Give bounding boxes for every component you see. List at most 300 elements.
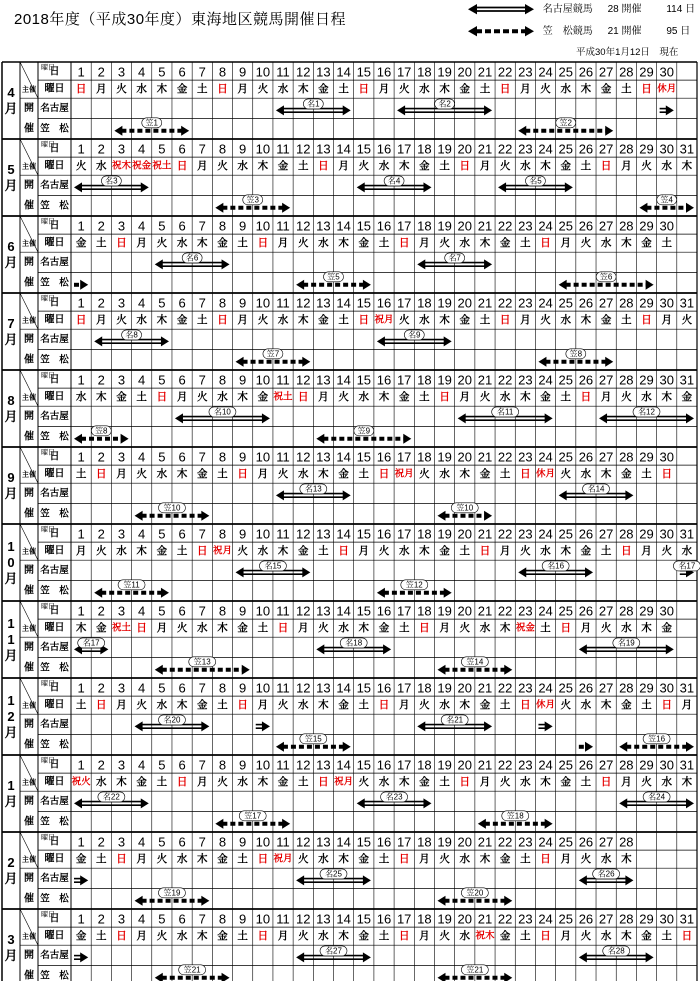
- organizer-label: 主催: [22, 779, 36, 787]
- kasamatsu-arrow-head: [504, 665, 512, 675]
- kasamatsu-meet-label: 笠13: [193, 657, 211, 667]
- weekday-cell: 木: [156, 314, 168, 327]
- day-label: 日: [49, 759, 60, 771]
- kasamatsu-meet-label: 笠18: [506, 811, 524, 821]
- day-number: 29: [639, 141, 654, 157]
- day-number: 7: [198, 295, 206, 311]
- organizer-label: 主催: [22, 933, 36, 941]
- weekday-cell: 日: [439, 391, 450, 404]
- nagoya-meet-label: 名13: [304, 484, 322, 494]
- day-number: 23: [518, 680, 533, 696]
- day-number: 14: [336, 449, 351, 465]
- day-number: 3: [117, 603, 126, 619]
- kasamatsu-meet-label: 笠14: [466, 657, 484, 667]
- day-number: 31: [679, 372, 695, 388]
- day-number: 8: [218, 526, 227, 542]
- day-number: 11: [276, 603, 290, 619]
- weekday-cell: 月: [419, 853, 430, 866]
- weekday-cell: 木: [75, 622, 87, 635]
- weekday-cell: 月: [641, 545, 652, 558]
- day-number: 27: [598, 449, 614, 465]
- day-number: 17: [396, 680, 412, 696]
- day-number: 22: [497, 141, 513, 157]
- kasamatsu-arrow-head: [545, 819, 553, 829]
- nagoya-meet-label: 名10: [213, 407, 231, 417]
- weekday-cell: 木: [338, 930, 349, 943]
- weekday-cell: 木: [560, 545, 571, 558]
- kasamatsu-meet-label: 笠9: [357, 426, 371, 436]
- weekday-cell: 土: [499, 699, 511, 712]
- day-number: 16: [376, 526, 392, 542]
- weekday-cell: 土: [378, 237, 390, 250]
- weekday-cell: 火: [439, 237, 450, 250]
- day-number: 10: [255, 218, 271, 234]
- organizer-label: 主催: [22, 856, 36, 864]
- weekday-cell: 月: [197, 776, 208, 789]
- day-number: 26: [578, 680, 594, 696]
- nagoya-meet-label: 名23: [385, 792, 403, 802]
- nagoya-arrow-head: [484, 721, 492, 731]
- weekday-cell: 金: [479, 468, 491, 481]
- kasamatsu-arrow-head: [437, 511, 445, 521]
- kasamatsu-arrow-head: [80, 280, 88, 290]
- day-number: 15: [356, 680, 372, 696]
- open-label: 開: [24, 102, 34, 114]
- day-number: 16: [376, 218, 392, 234]
- nagoya-label: 名古屋: [40, 949, 69, 961]
- day-number: 24: [538, 372, 553, 388]
- day-number: 12: [295, 141, 311, 157]
- day-label: 日: [49, 374, 60, 386]
- weekday-cell: 日: [116, 237, 127, 250]
- open-label: 開: [24, 641, 34, 653]
- weekday-cell: 月: [439, 622, 450, 635]
- weekday-cell: 金: [75, 853, 87, 866]
- day-number: 4: [138, 911, 146, 927]
- kasamatsu-arrow-head: [646, 280, 654, 290]
- day-number: 8: [218, 449, 227, 465]
- kasamatsu-meet-label: 笠5: [327, 272, 340, 282]
- nagoya-meet-label: 名14: [587, 484, 605, 494]
- day-number: 8: [218, 834, 227, 850]
- day-number: 16: [376, 295, 392, 311]
- weekday-cell: 木: [257, 776, 269, 789]
- nagoya-meet-label: 名22: [102, 792, 120, 802]
- kasamatsu-arrow-head: [276, 742, 284, 752]
- day-number: 23: [518, 834, 533, 850]
- sai-label: 催: [24, 200, 34, 212]
- day-number: 8: [218, 218, 227, 234]
- weekday-cell: 祝金: [515, 622, 535, 634]
- nagoya-arrow-head: [74, 182, 82, 192]
- nagoya-arrow-head: [363, 952, 371, 962]
- weekday-cell: 日: [661, 699, 672, 712]
- weekday-cell: 日: [641, 314, 652, 327]
- weekday-cell: 土: [580, 160, 592, 173]
- weekday-cell: 火: [419, 468, 430, 481]
- weekday-cell: 火: [398, 83, 410, 96]
- weekday-cell: 火: [176, 622, 188, 635]
- kasamatsu-meet-label: 笠11: [123, 580, 140, 590]
- nagoya-meet-label: 名26: [597, 869, 615, 879]
- month-label: 1: [7, 693, 15, 708]
- month-label: 7: [7, 316, 15, 331]
- weekday-cell: 水: [621, 622, 632, 635]
- weekday-cell: 水: [318, 853, 329, 866]
- weekday-cell: 月: [419, 237, 430, 250]
- weekday-cell: 日: [358, 83, 370, 96]
- day-number: 6: [178, 218, 186, 234]
- nagoya-arrow-head: [94, 336, 102, 346]
- nagoya-arrow-head: [397, 105, 405, 115]
- kasamatsu-arrow-head: [302, 357, 310, 367]
- day-number: 27: [598, 603, 614, 619]
- kasamatsu-arrow-head: [161, 588, 169, 598]
- day-number: 29: [639, 911, 654, 927]
- weekday-cell: 金: [277, 776, 289, 789]
- weekday-cell: 月: [277, 930, 289, 943]
- nagoya-arrow-head: [357, 798, 365, 808]
- weekday-cell: 火: [580, 237, 592, 250]
- day-number: 29: [639, 757, 654, 773]
- weekday-cell: 日: [338, 545, 349, 558]
- kasamatsu-arrow-head: [155, 973, 163, 981]
- kasamatsu-meet-label: 笠21: [466, 965, 484, 975]
- kasamatsu-arrow-head: [135, 896, 143, 906]
- organizer-label: 主催: [22, 471, 36, 479]
- weekday-cell: 金: [197, 699, 208, 712]
- nagoya-arrow-head: [302, 567, 310, 577]
- nagoya-arrow-head: [201, 721, 209, 731]
- day-number: 15: [356, 757, 372, 773]
- weekday-cell: 木: [540, 160, 551, 173]
- day-number: 19: [437, 64, 452, 80]
- day-number: 8: [218, 680, 227, 696]
- organizer-label: 主催: [22, 394, 36, 402]
- day-number: 31: [679, 911, 695, 927]
- weekday-cell: 土: [338, 314, 349, 327]
- weekday-cell: 月: [257, 699, 269, 712]
- organizer-label: 主催: [22, 548, 36, 556]
- day-number: 22: [497, 372, 513, 388]
- day-number: 19: [437, 295, 452, 311]
- weekday-cell: 祝月: [394, 468, 414, 480]
- day-number: 17: [396, 449, 412, 465]
- weekday-cell: 金: [257, 391, 269, 404]
- day-number: 4: [138, 64, 146, 80]
- day-number: 26: [578, 526, 594, 542]
- nagoya-meet-label: 名8: [125, 330, 138, 340]
- weekday-cell: 金: [419, 160, 430, 173]
- day-number: 28: [619, 757, 634, 773]
- sai-label: 催: [24, 893, 34, 905]
- kasamatsu-meet-label: 笠4: [660, 195, 673, 205]
- weekday-cell: 休月: [536, 699, 556, 711]
- kasamatsu-arrow-head: [316, 434, 324, 444]
- nagoya-arrow-head: [377, 336, 385, 346]
- weekday-cell: 金: [499, 853, 511, 866]
- day-number: 10: [255, 911, 271, 927]
- weekday-header-label: 曜日: [41, 680, 55, 688]
- kasamatsu-arrow-head: [639, 203, 647, 213]
- weekday-cell: 日: [499, 314, 511, 327]
- day-number: 18: [417, 449, 432, 465]
- weekday-cell: 日: [318, 776, 329, 789]
- day-number: 14: [336, 141, 351, 157]
- weekday-cell: 月: [116, 699, 127, 712]
- weekday-cell: 日: [540, 853, 551, 866]
- month-label: 8: [7, 393, 15, 408]
- day-number: 19: [437, 834, 452, 850]
- day-number: 11: [276, 141, 290, 157]
- weekday-cell: 木: [338, 237, 349, 250]
- kasamatsu-meet-label: 笠21: [183, 965, 201, 975]
- weekday-cell: 木: [338, 853, 349, 866]
- day-number: 5: [158, 834, 166, 850]
- nagoya-arrow-head: [74, 798, 82, 808]
- day-number: 27: [598, 295, 614, 311]
- day-number: 7: [198, 526, 206, 542]
- weekday-cell: 火: [318, 622, 329, 635]
- weekday-cell: 月: [136, 237, 147, 250]
- weekday-cell: 土: [439, 776, 450, 789]
- weekday-cell: 火: [378, 545, 390, 558]
- kasamatsu-arrow-head: [437, 665, 445, 675]
- kasamatsu-label: 笠 松: [40, 277, 69, 289]
- organizer-label: 主催: [22, 625, 36, 633]
- kasamatsu-arrow-head: [686, 203, 694, 213]
- day-number: 4: [138, 295, 146, 311]
- weekday-cell: 木: [318, 699, 329, 712]
- day-number: 16: [376, 141, 392, 157]
- month-label: 2: [7, 855, 15, 870]
- kasamatsu-arrow-head: [242, 665, 250, 675]
- weekday-cell: 土: [338, 83, 349, 96]
- weekday-cell: 土: [479, 83, 491, 96]
- day-number: 9: [239, 449, 247, 465]
- day-number: 13: [316, 218, 331, 234]
- weekday-cell: 金: [580, 545, 592, 558]
- weekday-cell: 木: [96, 391, 107, 404]
- day-number: 5: [158, 64, 166, 80]
- weekday-cell: 木: [197, 930, 208, 943]
- nagoya-arrow-head: [276, 105, 284, 115]
- nagoya-arrow-head: [545, 413, 553, 423]
- day-number: 14: [336, 64, 351, 80]
- day-number: 16: [376, 449, 392, 465]
- day-number: 25: [558, 449, 573, 465]
- weekday-cell: 土: [75, 468, 87, 481]
- weekday-cell: 月: [580, 622, 592, 635]
- weekday-cell: 土: [96, 930, 107, 943]
- day-number: 2: [97, 141, 105, 157]
- day-number: 2: [97, 295, 105, 311]
- day-number: 27: [598, 757, 614, 773]
- kasamatsu-arrow-head: [619, 742, 627, 752]
- day-number: 26: [578, 911, 594, 927]
- weekday-cell: 日: [237, 699, 248, 712]
- weekday-cell: 月: [398, 699, 410, 712]
- weekday-cell: 金: [217, 853, 228, 866]
- weekday-cell: 火: [459, 622, 471, 635]
- kasamatsu-meet-label: 笠2: [559, 118, 572, 128]
- day-number: 4: [138, 603, 146, 619]
- weekday-cell: 金: [156, 545, 168, 558]
- day-number: 14: [336, 603, 351, 619]
- day-number: 9: [239, 603, 247, 619]
- day-number: 9: [239, 218, 247, 234]
- kasamatsu-label: 笠 松: [40, 816, 69, 828]
- day-number: 17: [396, 295, 412, 311]
- day-number: 21: [477, 295, 493, 311]
- weekday-cell: 木: [197, 237, 208, 250]
- day-number: 22: [497, 834, 513, 850]
- day-number: 10: [255, 141, 271, 157]
- day-number: 7: [198, 911, 206, 927]
- day-number: 24: [538, 526, 553, 542]
- day-number: 12: [295, 680, 311, 696]
- weekday-cell: 木: [398, 776, 410, 789]
- weekday-cell: 祝土: [111, 622, 131, 634]
- day-number: 23: [518, 911, 533, 927]
- day-number: 25: [558, 64, 573, 80]
- day-number: 19: [437, 757, 452, 773]
- kasamatsu-arrow-head: [504, 896, 512, 906]
- weekday-cell: 水: [277, 314, 289, 327]
- kasamatsu-meet-label: 笠20: [466, 888, 484, 898]
- weekday-cell: 火: [661, 545, 672, 558]
- sai-label: 催: [24, 431, 34, 443]
- weekday-cell: 木: [621, 853, 632, 866]
- weekday-cell: 日: [378, 468, 390, 481]
- day-number: 3: [117, 372, 126, 388]
- day-number: 2: [97, 449, 105, 465]
- weekday-cell: 金: [358, 237, 370, 250]
- day-number: 11: [276, 64, 290, 80]
- day-number: 22: [497, 64, 513, 80]
- day-number: 23: [518, 141, 533, 157]
- weekday-cell: 火: [398, 314, 410, 327]
- nagoya-arrow-head: [579, 644, 587, 654]
- kasamatsu-arrow-head: [605, 126, 613, 136]
- month-label: 5: [7, 162, 15, 177]
- day-number: 7: [198, 372, 206, 388]
- weekday-cell: 火: [277, 699, 289, 712]
- day-number: 30: [659, 757, 674, 773]
- weekday-cell: 金: [661, 622, 672, 635]
- weekday-cell: 火: [75, 160, 87, 173]
- day-number: 4: [138, 372, 146, 388]
- sai-label: 催: [24, 739, 34, 751]
- month-label: 月: [4, 871, 18, 886]
- day-number: 24: [538, 911, 553, 927]
- day-number: 17: [396, 141, 412, 157]
- weekday-cell: 金: [681, 391, 693, 404]
- weekday-cell: 火: [580, 930, 592, 943]
- weekday-cell: 火: [297, 237, 309, 250]
- organizer-label: 主催: [22, 163, 36, 171]
- open-label: 開: [24, 179, 34, 191]
- day-number: 11: [276, 834, 290, 850]
- weekday-cell: 火: [257, 83, 269, 96]
- kasamatsu-arrow-head: [686, 742, 694, 752]
- nagoya-arrow-head: [417, 259, 425, 269]
- nagoya-meet-label: 名24: [648, 792, 666, 802]
- weekday-cell: 水: [237, 776, 248, 789]
- month-label: 月: [4, 332, 18, 347]
- weekday-cell: 日: [318, 160, 329, 173]
- day-number: 3: [117, 64, 126, 80]
- day-label: 日: [49, 682, 60, 694]
- weekday-cell: 火: [540, 314, 551, 327]
- weekday-cell: 水: [439, 699, 450, 712]
- nagoya-arrow-head: [276, 490, 284, 500]
- day-number: 9: [239, 295, 247, 311]
- weekday-cell: 火: [560, 699, 571, 712]
- nagoya-arrow-head: [161, 336, 169, 346]
- weekday-cell: 月: [600, 391, 612, 404]
- weekday-cell: 土: [358, 468, 370, 481]
- day-number: 17: [396, 911, 412, 927]
- weekday-cell: 月: [237, 314, 248, 327]
- weekday-cell: 火: [297, 930, 309, 943]
- weekday-cell: 火: [520, 545, 531, 558]
- day-number: 8: [218, 64, 227, 80]
- kasamatsu-arrow-head: [538, 357, 546, 367]
- day-number: 28: [619, 449, 634, 465]
- weekday-cell: 月: [297, 622, 309, 635]
- day-number: 24: [538, 141, 553, 157]
- day-number: 26: [578, 757, 594, 773]
- weekday-cell: 土: [560, 391, 571, 404]
- weekday-cell: 水: [176, 853, 188, 866]
- day-label: 日: [49, 143, 60, 155]
- weekday-cell: 水: [560, 314, 571, 327]
- kasamatsu-arrow-head: [504, 973, 512, 981]
- day-number: 28: [619, 911, 634, 927]
- day-number: 11: [276, 449, 290, 465]
- day-number: 6: [178, 372, 186, 388]
- nagoya-meet-label: 名25: [325, 869, 342, 879]
- nagoya-arrow-head: [646, 952, 654, 962]
- kasamatsu-meet-label: 笠12: [405, 580, 423, 590]
- weekday-cell: 水: [419, 314, 430, 327]
- day-number: 23: [518, 449, 533, 465]
- weekday-cell: 月: [358, 545, 370, 558]
- weekday-cell: 金: [217, 237, 228, 250]
- weekday-cell: 月: [479, 776, 491, 789]
- day-number: 22: [497, 295, 513, 311]
- weekday-cell: 月: [318, 391, 329, 404]
- day-number: 1: [77, 218, 85, 234]
- nagoya-meet-label: 名3: [105, 176, 118, 186]
- nagoya-meet-label: 名7: [448, 253, 461, 263]
- weekday-label: 曜日: [44, 237, 65, 249]
- day-number: 9: [239, 680, 247, 696]
- weekday-cell: 水: [580, 699, 592, 712]
- day-number: 31: [679, 141, 695, 157]
- kasamatsu-label: 笠 松: [40, 893, 69, 905]
- weekday-cell: 木: [176, 699, 188, 712]
- day-number: 22: [497, 757, 513, 773]
- kasamatsu-meet-label: 笠1: [145, 118, 159, 128]
- day-number: 10: [255, 295, 271, 311]
- kasamatsu-arrow-head: [343, 742, 351, 752]
- month-label: 月: [4, 255, 18, 270]
- day-number: 10: [255, 834, 271, 850]
- weekday-cell: 火: [156, 237, 168, 250]
- day-number: 10: [255, 449, 271, 465]
